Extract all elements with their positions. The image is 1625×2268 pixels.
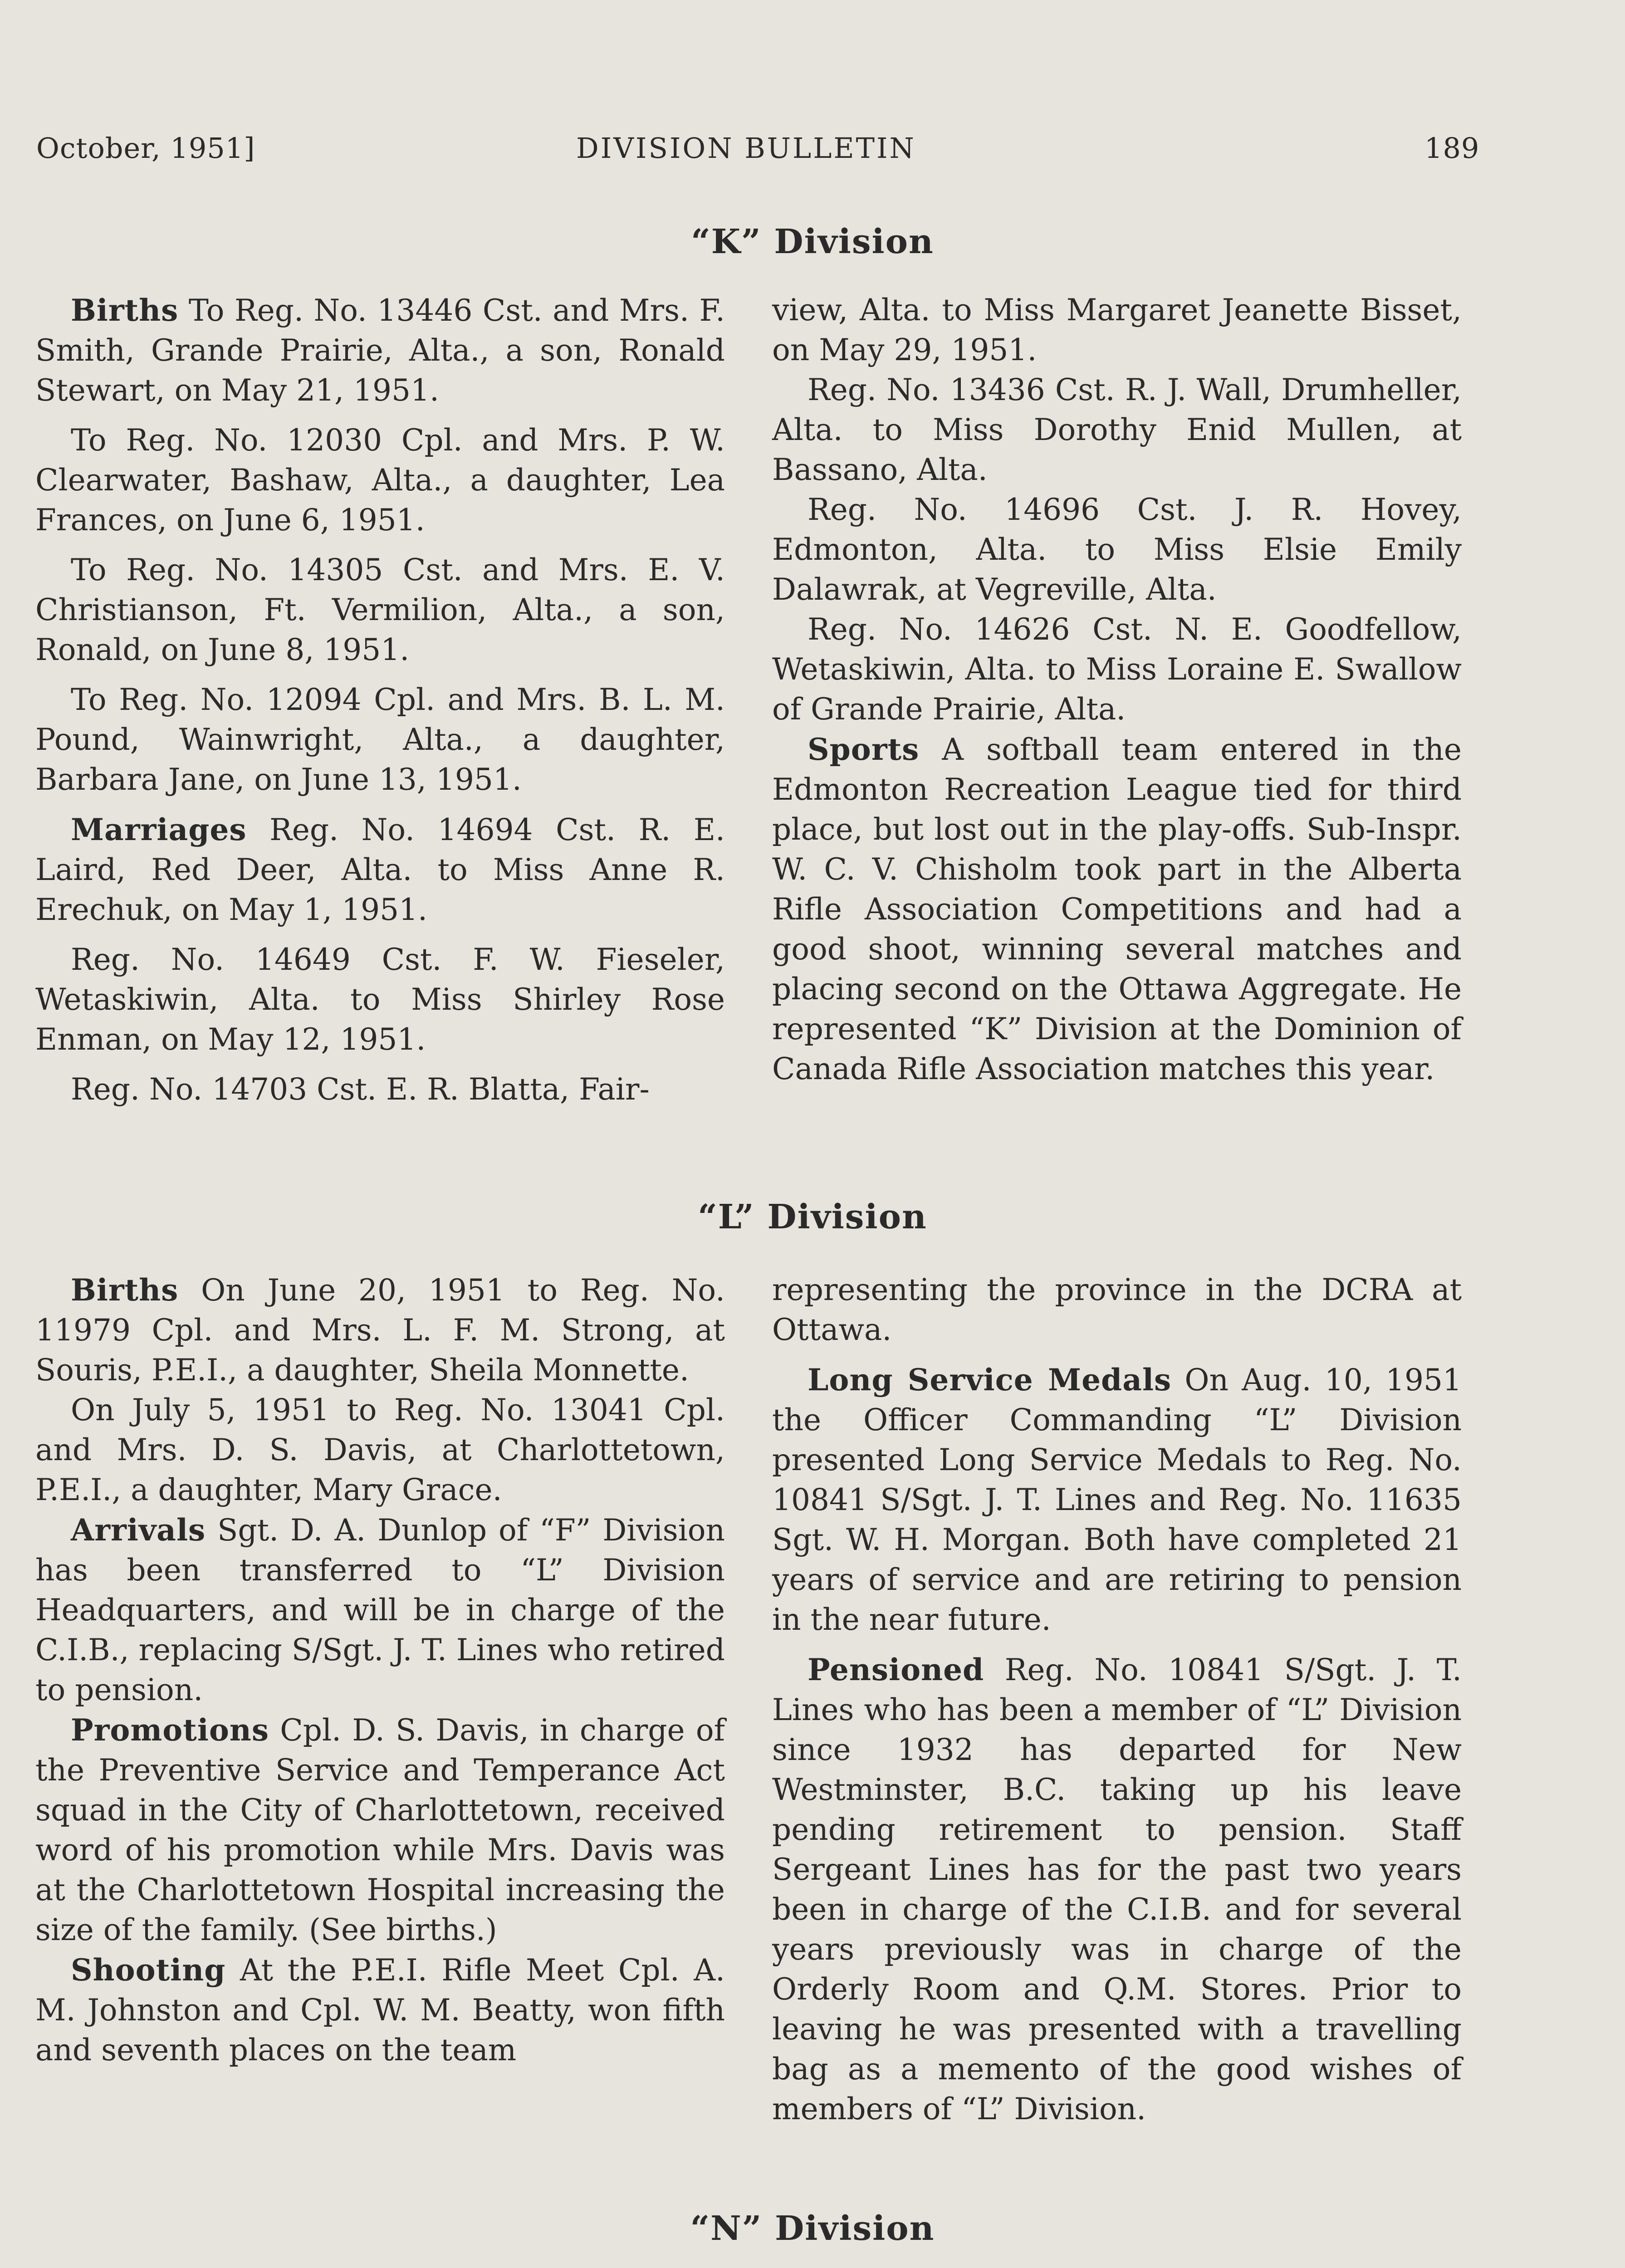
k-births-paragraph-2: To Reg. No. 12030 Cpl. and Mrs. P. W. Clearwater, Bashaw, Alta., a daughter, Lea Frances, on June 6, 1951. bbox=[35, 423, 725, 538]
k-marriages-paragraph-2: Reg. No. 14649 Cst. F. W. Fieseler, Wetaskiwin, Alta. to Miss Shirley Rose Enman, on May 12, 1951. bbox=[35, 942, 725, 1057]
l-shooting-heading: Shooting bbox=[71, 1952, 226, 1988]
k-births-paragraph-3: To Reg. No. 14305 Cst. and Mrs. E. V. Christianson, Ft. Vermilion, Alta., a son, Ronald, on June 8, 1951. bbox=[35, 552, 725, 667]
l-births-text: On June 20, 1951 to Reg. No. 11979 Cpl. and Mrs. L. F. M. Strong, at Souris, P.E.I., a daughter, Sheila Monnette. bbox=[35, 1273, 725, 1388]
page-number: 189 bbox=[1424, 132, 1480, 165]
header-date: October, 1951] bbox=[36, 132, 255, 165]
n-division-title: “N” Division bbox=[690, 2209, 935, 2248]
k-marriages-heading: Marriages bbox=[71, 812, 247, 847]
l-arrivals-text: Sgt. D. A. Dunlop of “F” Division has been transferred to “L” Division Headquarters, and will be in charge of the C.I.B., replacing S/Sgt. J. T. Lines who retired to pension. bbox=[35, 1513, 725, 1707]
k-marriages-paragraph-6: Reg. No. 14626 Cst. N. E. Goodfellow, Wetaskiwin, Alta. to Miss Loraine E. Swallow of Grande Prairie, Alta. bbox=[772, 612, 1462, 727]
k-division-title: “K” Division bbox=[691, 222, 934, 261]
l-births-paragraph bbox=[35, 1270, 725, 1390]
l-long-service-paragraph bbox=[772, 1360, 1462, 1640]
k-marriages-text: Reg. No. 14694 Cst. R. E. Laird, Red Deer, Alta. to Miss Anne R. Erechuk, on May 1, 1951. bbox=[35, 812, 725, 927]
l-shooting-continued: representing the province in the DCRA at Ottawa. bbox=[772, 1272, 1462, 1347]
l-long-service-text: On Aug. 10, 1951 the Officer Commanding “L” Division presented Long Service Medals to Reg. No. 10841 S/Sgt. J. T. Lines and Reg. No. 11635 Sgt. W. H. Morgan. Both have completed 21 years of service and are retiring to pension in the near future. bbox=[772, 1363, 1462, 1637]
k-marriages-paragraph-4: Reg. No. 13436 Cst. R. J. Wall, Drumheller, Alta. to Miss Dorothy Enid Mullen, at Bassano, Alta. bbox=[772, 372, 1462, 487]
k-births-heading: Births bbox=[71, 293, 179, 328]
k-sports-heading: Sports bbox=[808, 732, 920, 767]
l-division-title: “L” Division bbox=[698, 1198, 927, 1237]
k-marriages-paragraph bbox=[35, 810, 725, 930]
k-sports-paragraph bbox=[772, 729, 1462, 1089]
l-division-right-column bbox=[772, 1270, 1462, 2129]
k-marriages-continued: view, Alta. to Miss Margaret Jeanette Bisset, on May 29, 1951. bbox=[772, 293, 1462, 367]
l-births-paragraph-2: On July 5, 1951 to Reg. No. 13041 Cpl. and Mrs. D. S. Davis, at Charlottetown, P.E.I., a daughter, Mary Grace. bbox=[35, 1393, 725, 1507]
l-shooting-text: At the P.E.I. Rifle Meet Cpl. A. M. Johnston and Cpl. W. M. Beatty, won fifth and seventh places on the team bbox=[35, 1953, 725, 2068]
l-pensioned-paragraph bbox=[772, 1650, 1462, 2129]
k-births-paragraph bbox=[35, 290, 725, 411]
l-arrivals-paragraph bbox=[35, 1510, 725, 1710]
header-title: DIVISION BULLETIN bbox=[576, 132, 916, 165]
l-promotions-text: Cpl. D. S. Davis, in charge of the Preventive Service and Temperance Act squad in the City of Charlottetown, received word of his promotion while Mrs. Davis was at the Charlottetown Hospital increasing the size of the family. (See births.) bbox=[35, 1713, 725, 1947]
l-pensioned-heading: Pensioned bbox=[808, 1652, 984, 1687]
l-births-heading: Births bbox=[71, 1272, 179, 1308]
k-division-right-column bbox=[772, 290, 1462, 1089]
k-sports-text: A softball team entered in the Edmonton Recreation League tied for third place, but lost out in the play-offs. Sub-Inspr. W. C. V. Chisholm took part in the Alberta Rifle Association Competitions and had a good shoot, winning several matches and placing second on the Ottawa Aggregate. He represented “K” Division at the Dominion of Canada Rifle Association matches this year. bbox=[772, 732, 1462, 1086]
k-births-text: To Reg. No. 13446 Cst. and Mrs. F. Smith, Grande Prairie, Alta., a son, Ronald Stewart, on May 21, 1951. bbox=[35, 293, 725, 408]
k-marriages-paragraph-5: Reg. No. 14696 Cst. J. R. Hovey, Edmonton, Alta. to Miss Elsie Emily Dalawrak, at Vegreville, Alta. bbox=[772, 492, 1462, 607]
l-arrivals-heading: Arrivals bbox=[71, 1512, 206, 1548]
l-division-left-column bbox=[35, 1270, 725, 2070]
k-births-paragraph-4: To Reg. No. 12094 Cpl. and Mrs. B. L. M. Pound, Wainwright, Alta., a daughter, Barbara Jane, on June 13, 1951. bbox=[35, 682, 725, 797]
l-pensioned-text: Reg. No. 10841 S/Sgt. J. T. Lines who has been a member of “L” Division since 1932 has departed for New Westminster, B.C. taking up his leave pending retirement to pension. Staff Sergeant Lines has for the past two years been in charge of the C.I.B. and for several years previously was in charge of the Orderly Room and Q.M. Stores. Prior to leaving he was presented with a travelling bag as a memento of the good wishes of members of “L” Division. bbox=[772, 1652, 1462, 2126]
l-long-service-heading: Long Service Medals bbox=[808, 1362, 1172, 1398]
l-promotions-paragraph bbox=[35, 1710, 725, 1950]
k-marriages-paragraph-3: Reg. No. 14703 Cst. E. R. Blatta, Fair- bbox=[71, 1072, 650, 1107]
k-division-left-column bbox=[35, 290, 725, 1110]
l-shooting-paragraph bbox=[35, 1950, 725, 2070]
l-promotions-heading: Promotions bbox=[71, 1712, 269, 1748]
